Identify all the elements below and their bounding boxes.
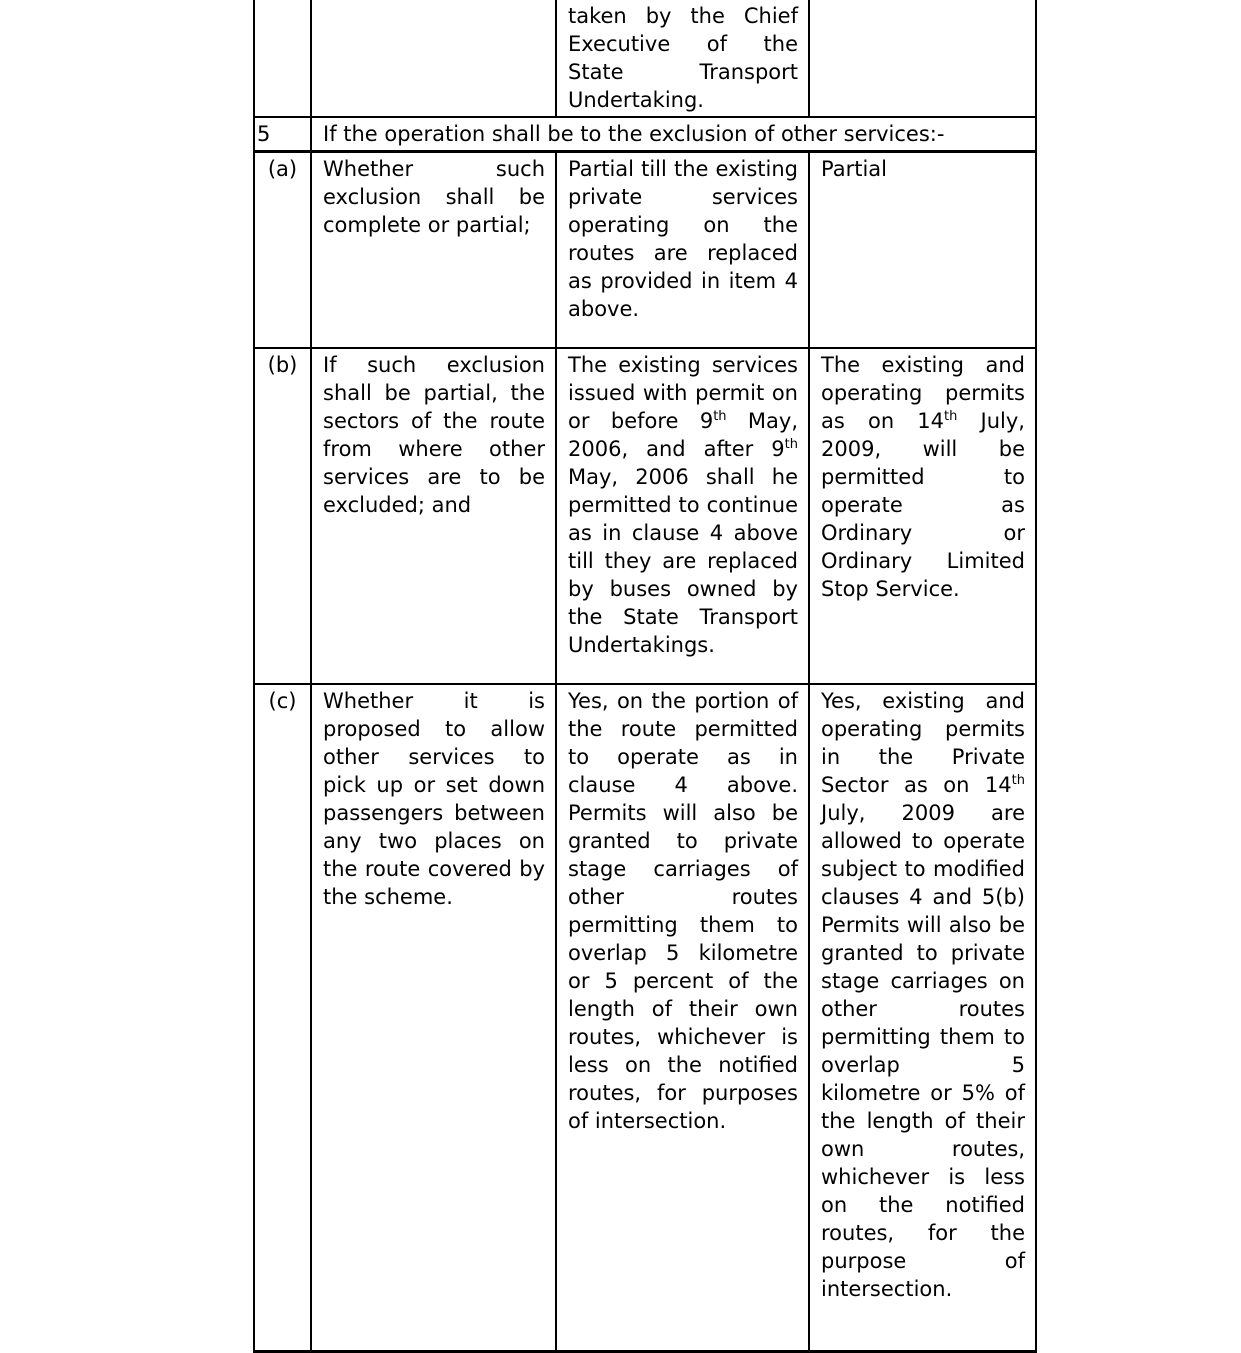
description-cell — [311, 348, 556, 684]
item-number-cell: (a) — [254, 152, 311, 348]
table-row-continuation — [254, 0, 1036, 117]
cell-text — [821, 353, 1025, 601]
table-row-c — [254, 684, 1036, 1352]
text-segment: Yes, existing and operating permits in the Private Sector as on 14 — [821, 688, 1025, 797]
cell-text — [821, 689, 1025, 1301]
text-segment: The existing services issued with permit on or before 9 — [568, 352, 798, 433]
cell-text: Whether it is proposed to allow other services to pick up or set down passengers between any two places on the route covered by the scheme. — [323, 688, 545, 909]
ordinal-superscript: th — [944, 408, 958, 424]
modified-provision-cell — [809, 0, 1036, 117]
description-cell — [311, 152, 556, 348]
cell-text: If such exclusion shall be partial, the sectors of the route from where other services are to be excluded; and — [323, 352, 545, 517]
text-segment: May, 2006 shall he permitted to continue as in clause 4 above till they are replaced by buses owned by the State Transport Undertakings. — [568, 464, 798, 657]
ordinal-superscript: th — [713, 408, 727, 424]
item-number-cell: 5 — [254, 117, 311, 152]
text-segment: July, 2009 are allowed to operate subject to modified clauses 4 and 5(b) Permits will also be granted to private stage carriages on other routes permitting them to overlap 5 kilometre or 5% of the length of their own routes, whichever is less on the notified routes, for the purpose of intersection. — [821, 800, 1025, 1301]
item-number-cell: (b) — [254, 348, 311, 684]
provision-cell — [556, 0, 809, 117]
description-cell — [311, 684, 556, 1352]
text-segment: July, 2009, will be permitted to operate as Ordinary or Ordinary Limited Stop Service. — [821, 408, 1025, 601]
ordinal-superscript: th — [1011, 772, 1025, 788]
text-segment: May, 2006, and after 9 — [568, 408, 798, 461]
provision-cell — [556, 348, 809, 684]
item-number-cell — [254, 0, 311, 117]
table-row-item-5 — [254, 117, 1036, 152]
cell-text: Yes, on the portion of the route permitted to operate as in clause 4 above. Permits will also be granted to private stage carriages of other routes permitting them to overlap 5 kilometre or 5 percent of the length of their own routes, whichever is less on the notified routes, for purposes of intersection. — [568, 688, 798, 1133]
provision-cell — [556, 152, 809, 348]
item-5-heading-cell: If the operation shall be to the exclusion of other services:- — [311, 117, 1036, 152]
description-cell — [311, 0, 556, 117]
cell-text: Partial till the existing private services operating on the routes are replaced as provided in item 4 above. — [568, 157, 798, 321]
modified-provision-cell — [809, 348, 1036, 684]
cell-text — [568, 353, 798, 657]
text-segment: The existing and operating permits as on 14 — [821, 352, 1025, 433]
ordinal-superscript: th — [784, 436, 798, 452]
item-number-cell: (c) — [254, 684, 311, 1352]
scheme-conditions-table — [253, 0, 1037, 1353]
cell-text: Partial — [821, 157, 887, 181]
modified-provision-cell — [809, 684, 1036, 1352]
table-row-a — [254, 152, 1036, 348]
table-row-b — [254, 348, 1036, 684]
modified-provision-cell — [809, 152, 1036, 348]
provision-cell — [556, 684, 809, 1352]
cell-text: Whether such exclusion shall be complete or partial; — [323, 157, 545, 237]
cell-text: taken by the Chief Executive of the State Transport Undertaking. — [568, 4, 798, 112]
document-page — [253, 0, 1037, 1353]
